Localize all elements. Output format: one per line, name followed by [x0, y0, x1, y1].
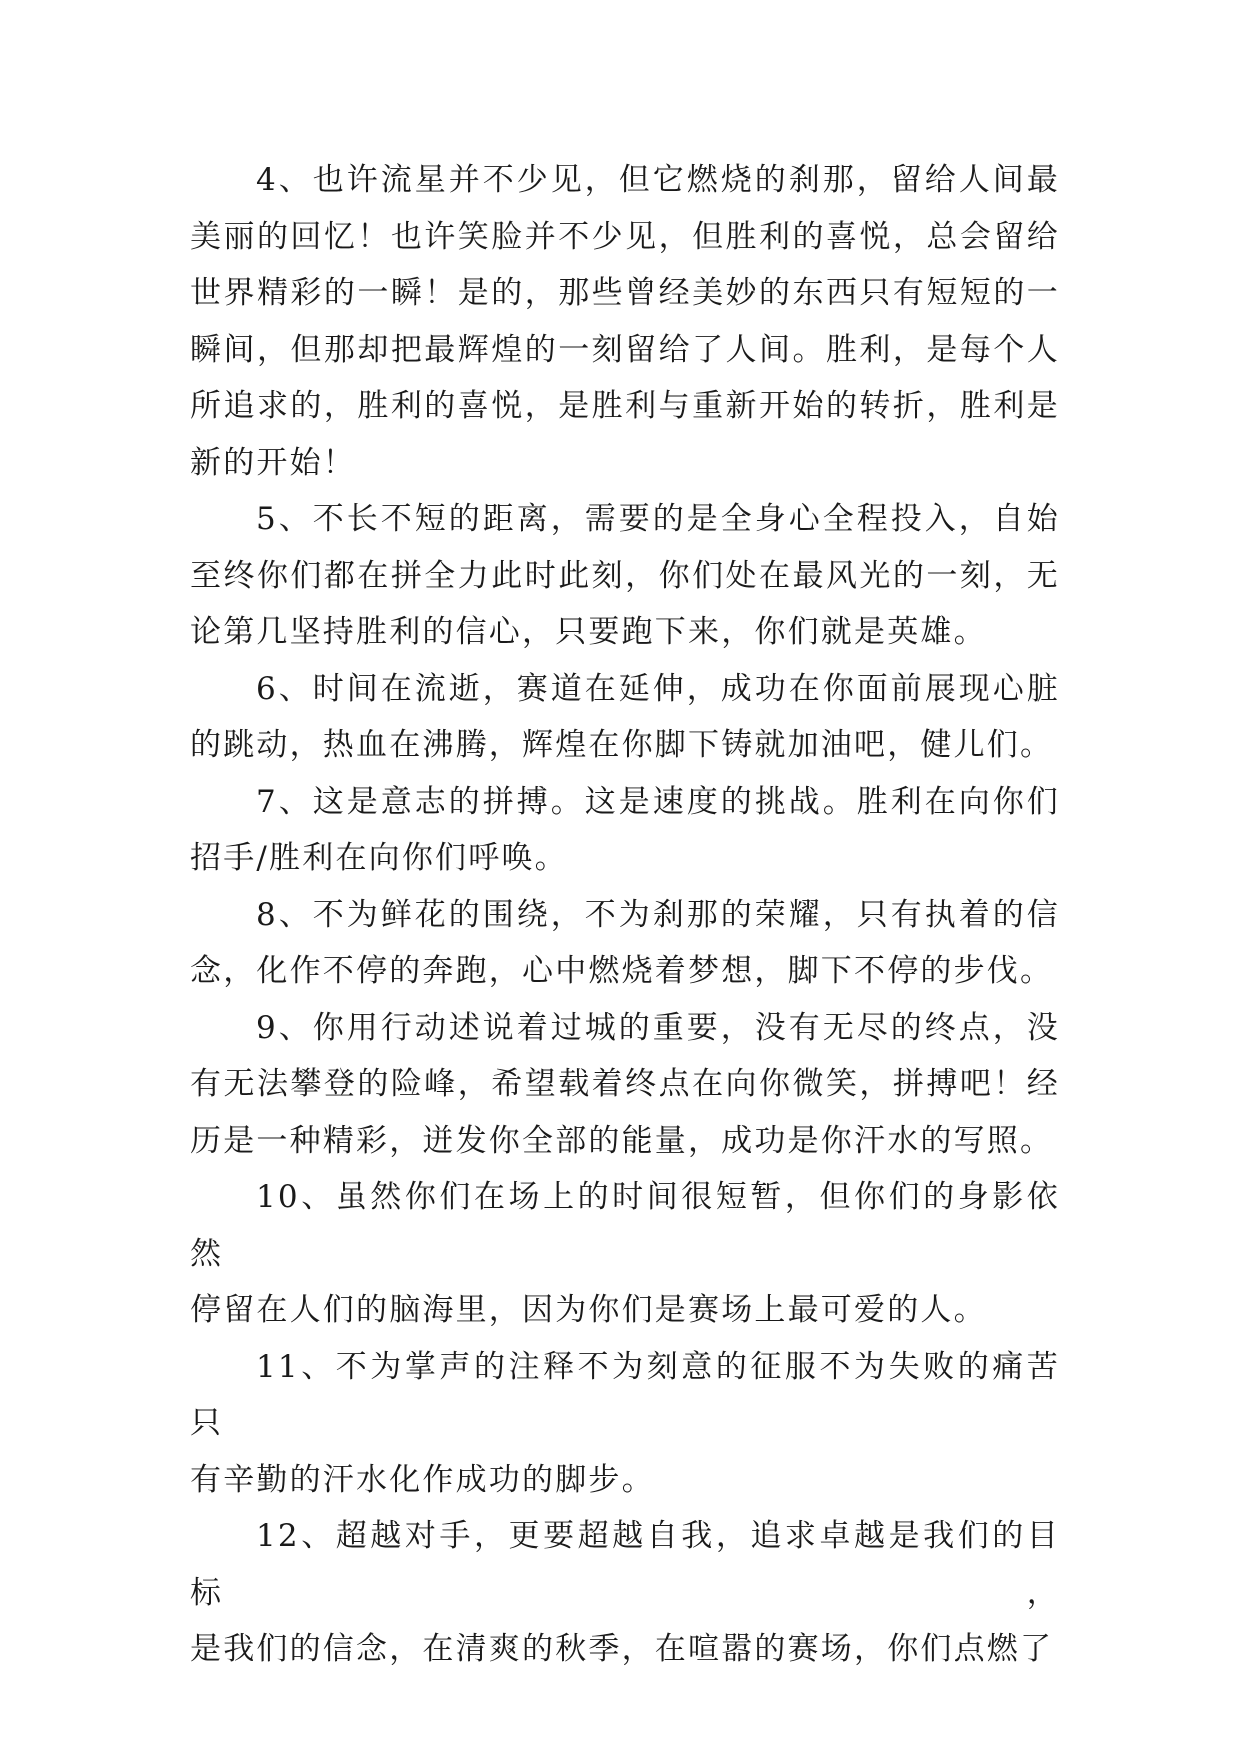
text-line: 历是一种精彩，迸发你全部的能量，成功是你汗水的写照。 — [190, 1122, 1054, 1159]
paragraph — [190, 661, 1060, 774]
text-line: 6、时间在流逝，赛道在延伸，成功在你面前展现心脏 — [256, 670, 1060, 707]
text-line: 念，化作不停的奔跑，心中燃烧着梦想，脚下不停的步伐。 — [190, 953, 1054, 989]
text-line: 世界精彩的一瞬！是的，那些曾经美妙的东西只有短短的一 — [190, 275, 1060, 311]
text-line: 7、这是意志的拼搏。这是速度的挑战。胜利在向你们 — [256, 783, 1060, 820]
text-line: 9、你用行动述说着过城的重要，没有无尽的终点，没 — [256, 1009, 1060, 1046]
paragraph — [190, 1508, 1060, 1678]
text-line: 是我们的信念，在清爽的秋季，在喧嚣的赛场，你们点燃了 — [190, 1631, 1054, 1667]
text-line: 所追求的，胜利的喜悦，是胜利与重新开始的转折，胜利是 — [190, 388, 1060, 424]
text-line: 美丽的回忆！也许笑脸并不少见，但胜利的喜悦，总会留给 — [190, 218, 1060, 255]
paragraph — [190, 887, 1060, 1000]
text-line: 至终你们都在拼全力此时此刻，你们处在最风光的一刻，无 — [190, 557, 1060, 594]
text-line: 10、虽然你们在场上的时间很短暂，但你们的身影依然 — [190, 1179, 1060, 1272]
paragraph — [190, 1339, 1060, 1509]
paragraph — [190, 774, 1060, 887]
paragraph — [190, 491, 1060, 661]
text-line: 12、超越对手，更要超越自我，追求卓越是我们的目标， — [190, 1518, 1060, 1611]
text-line: 新的开始！ — [190, 444, 356, 481]
text-line: 停留在人们的脑海里，因为你们是赛场上最可爱的人。 — [190, 1292, 987, 1328]
text-line: 5、不长不短的距离，需要的是全身心全程投入，自始 — [256, 501, 1060, 537]
text-line: 的跳动，热血在沸腾，辉煌在你脚下铸就加油吧，健儿们。 — [190, 727, 1054, 763]
text-line: 11、不为掌声的注释不为刻意的征服不为失败的痛苦只 — [190, 1348, 1060, 1441]
text-line: 论第几坚持胜利的信心，只要跑下来，你们就是英雄。 — [190, 614, 987, 650]
text-line: 有无法攀登的险峰，希望载着终点在向你微笑，拼搏吧！经 — [190, 1066, 1060, 1102]
text-line: 招手/胜利在向你们呼唤。 — [190, 840, 568, 876]
paragraph — [190, 152, 1060, 491]
text-line: 瞬间，但那却把最辉煌的一刻留给了人间。胜利，是每个人 — [190, 331, 1060, 368]
text-line: 有辛勤的汗水化作成功的脚步。 — [190, 1461, 655, 1498]
paragraph — [190, 1000, 1060, 1170]
text-line: 4、也许流星并不少见，但它燃烧的刹那，留给人间最 — [256, 162, 1060, 198]
document-body — [190, 152, 1060, 1678]
text-line: 8、不为鲜花的围绕，不为刹那的荣耀，只有执着的信 — [256, 896, 1060, 933]
paragraph — [190, 1169, 1060, 1339]
